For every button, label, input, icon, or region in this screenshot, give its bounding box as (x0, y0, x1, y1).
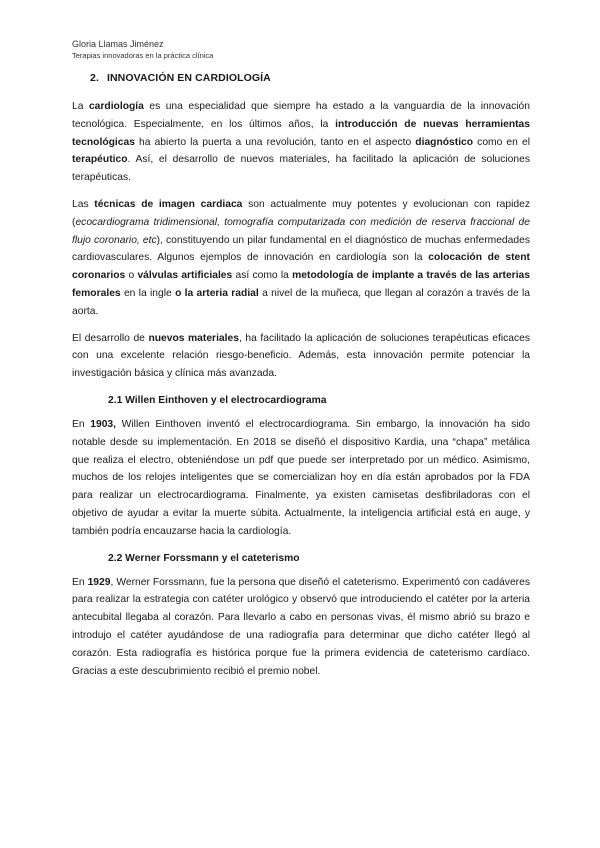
bold-text: diagnóstico (415, 136, 474, 148)
text-run: En (72, 576, 88, 588)
paragraph-einthoven (72, 416, 530, 541)
bold-text: colocación de stent coronarios (72, 252, 530, 282)
document-body (72, 72, 530, 689)
header-subtitle: Terapias innovadoras en la práctica clínica (72, 51, 214, 60)
paragraph-imaging (72, 196, 530, 321)
bold-text: válvulas artificiales (137, 270, 233, 282)
bold-text: terapéutico (72, 154, 128, 166)
paragraph-materials (72, 330, 530, 383)
text-run: , ha facilitado la aplicación de soluciones terapéuticas eficaces con una excelente relación riesgo-beneficio. Además, esta innovación permite potenciar la investigación básica y clínica más avanzada. (72, 332, 531, 380)
section-heading (90, 72, 530, 84)
text-run: El desarrollo de (72, 332, 149, 344)
text-run: ), constituyendo un pilar fundamental en el diagnóstico de muchas enfermedades cardiovasculares. Algunos ejemplos de innovación en cardiología son la (72, 234, 530, 264)
bold-text: cardiología (88, 101, 144, 112)
section-number: 2. (90, 72, 99, 84)
text-run: ha abierto la puerta a una revolución, tanto en el aspecto (134, 136, 416, 148)
bold-text: técnicas de imagen cardiaca (94, 198, 243, 210)
subsection-heading-forssmann: 2.2 Werner Forssmann y el cateterismo (108, 552, 300, 564)
bold-text: nuevos materiales (148, 332, 239, 344)
header-author: Gloria Llamas Jiménez (72, 39, 164, 49)
section-title: INNOVACIÓN EN CARDIOLOGÍA (106, 72, 271, 84)
bold-text: metodología de implante a través de las arterias femorales (72, 270, 531, 299)
text-run: Las (72, 198, 95, 210)
text-run: , Werner Forssmann, fue la persona que diseñó el cateterismo. Experimentó con cadáveres para realizar la estrategia con catéter urológico y observó que introduciendo el catéter por la arteria antecubital llegaba al corazón. Para llevarlo a cabo en personas vivas, él mismo abrió su brazo e introdujo el catéter ayudándose de una radiografía para determinar que dicho catéter llegó al corazón. Esta radiografía es histórica porque fue la primera evidencia de cateterismo cardíaco. Gracias a este descubrimiento recibió el premio nobel. (72, 576, 530, 677)
text-run: es una especialidad que siempre ha estado a la vanguardia de la innovación tecnológica. Especialmente, en los últimos años, la (72, 101, 530, 130)
bold-text: o la arteria radial (175, 287, 259, 299)
text-run: así como la (232, 270, 293, 282)
text-run: son actualmente muy potentes y evolucionan con rapidez ( (72, 198, 531, 228)
bold-text: 1929 (87, 576, 111, 588)
text-run: . Así, el desarrollo de nuevos materiales, ha facilitado la aplicación de soluciones terapéuticas. (72, 154, 530, 184)
paragraph-intro (72, 98, 530, 187)
text-run: Willen Einthoven inventó el electrocardiograma. Sin embargo, la innovación ha sido notable desde su implementación. En 2018 se diseñó el dispositivo Kardia, una “chapa” metálica que realiza el electro, obteniéndose un pdf que puede ser interpretado por un médico. Asimismo, muchos de los relojes inteligentes que se comercializan hoy en día están aprobados por la FDA para realizar un electrocardiograma. Finalmente, ya existen camisetas desfibriladoras con el objetivo de ayudar a evitar la muerte súbita. Actualmente, la inteligencia artificial está en auge, y también podría encauzarse hacia la cardiología. (72, 418, 530, 537)
text-run: La (72, 101, 89, 112)
text-run: en la ingle (120, 287, 176, 299)
text-run: En (72, 418, 91, 430)
bold-text: introducción de nuevas herramientas tecnológicas (72, 118, 530, 148)
italic-text: ecocardiograma tridimensional, tomografía computarizada con medición de reserva fraccional de flujo coronario, etc (72, 216, 530, 246)
text-run: como en el (473, 136, 530, 148)
bold-text: 1903, (90, 418, 117, 430)
text-run: o (125, 270, 138, 282)
subsection-heading-einthoven: 2.1 Willen Einthoven y el electrocardiograma (108, 394, 327, 406)
page-header (72, 38, 213, 61)
paragraph-forssmann (72, 574, 530, 681)
text-run: a nivel de la muñeca, que llegan al corazón a través de la aorta. (72, 287, 530, 317)
